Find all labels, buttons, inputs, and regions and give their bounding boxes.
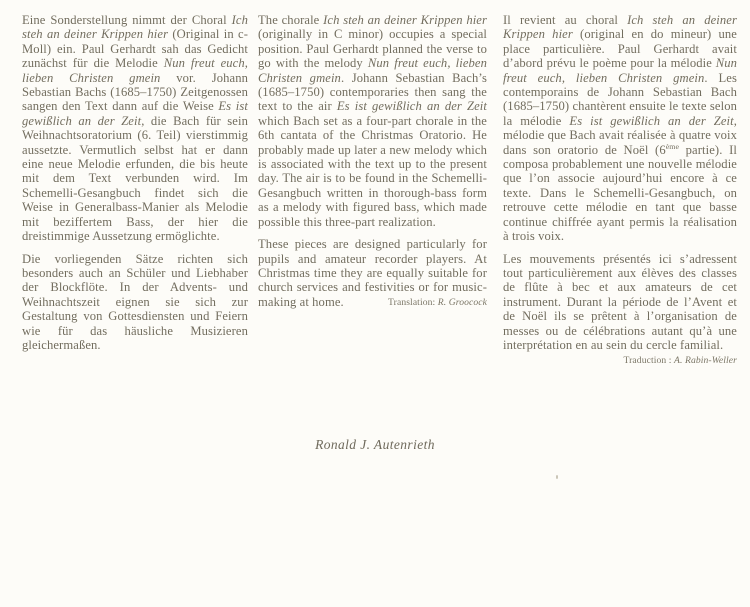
scan-speck [556, 475, 558, 479]
french-paragraph-2: Les mouvements présentés ici s’adressent tout particulièrement aux élèves des classes de flûte à bec et aux amateurs de cet instrument. Durant la période de l’Avent et de Noël ils se prêtent à l’organisation de messes ou de célébrations autant qu’à une interprétation en au sein du cercle familial. [503, 251, 737, 352]
translator-name: R. Groocock [437, 296, 487, 308]
german-paragraph-2: Die vorliegenden Sätze richten sich besonders auch an Schüler und Liebhaber der Blockflöte. In der Advents- und Weihnachtszeit eignen sie sich zur Gestaltung von Gottesdiensten und Feiern wie für das häusliche Musizieren gleichermaßen. [22, 251, 248, 352]
column-french [503, 13, 737, 367]
translator-name: A. Rabin-Weller [674, 355, 737, 367]
translation-credit-french [503, 355, 737, 367]
column-german [22, 13, 248, 367]
german-paragraph-1: Eine Sonderstellung nimmt der Choral Ich steh an deiner Krippen hier (Original in c-Moll) ein. Paul Gerhardt sah das Gedicht zunächst für die Melodie Nun freut euch, lieben Christen gmein vor. Johann Sebastian Bachs (1685–1750) Zeitgenossen sangen den Text dann auf die Weise Es ist gewißlich an der Zeit, die Bach für sein Weihnachtsoratorium (6. Teil) vierstimmig aussetzte. Vermutlich selbst hat er dann eine neue Melodie erfunden, die bis heute mit dem Text verbunden wird. Im Schemelli-Gesangbuch findet sich die Weise in Generalbass-Manier als Melodie mit beziffertem Bass, der hier die dreistimmige Aussetzung ermöglichte. [22, 13, 248, 244]
english-paragraph-2: These pieces are designed particularly for pupils and amateur recorder players. At Christmas time they are equally suitable for church services and festivities or for music-making at home. [258, 237, 487, 309]
translation-credit-label: Traduction : [623, 355, 675, 367]
french-paragraph-1: Il revient au choral Ich steh an deiner Krippen hier (original en do mineur) une place particulière. Paul Gerhardt avait d’abord prévu le poème pour la mélodie Nun freut euch, lieben Christen gmein. Les contemporains de Johann Sebastian Bach (1685–1750) chantèrent ensuite le texte selon la mélodie Es ist gewißlich an der Zeit, mélodie que Bach avait réalisée à quatre voix dans son oratorio de Noël (6ème partie). Il composa probablement une nouvelle mélodie que l’on associe aujourd’hui encore à ce texte. Dans le Schemelli-Gesangbuch, on retrouve cette mélodie en tant que basse continue chiffrée ayant permis la réalisation à trois voix. [503, 13, 737, 244]
translation-credit-label: Translation: [388, 296, 438, 308]
english-paragraph-1: The chorale Ich steh an deiner Krippen hier (originally in C minor) occupies a special position. Paul Gerhardt planned the verse to go with the melody Nun freut euch, lieben Christen gmein. Johann Sebastian Bach’s (1685–1750) contemporaries then sang the text to the air Es ist gewißlich an der Zeit which Bach set as a four-part chorale in the 6th cantata of the Christmas Oratorio. He probably made up later a new melody which is associated with the text up to the present day. The air is to be found in the Schemelli-Gesangbuch written in thorough-bass form as a melody with figured bass, which made possible this three-part realization. [258, 13, 488, 229]
text-columns [22, 13, 737, 367]
author-name: Ronald J. Autenrieth [315, 437, 435, 452]
column-english [258, 13, 487, 367]
